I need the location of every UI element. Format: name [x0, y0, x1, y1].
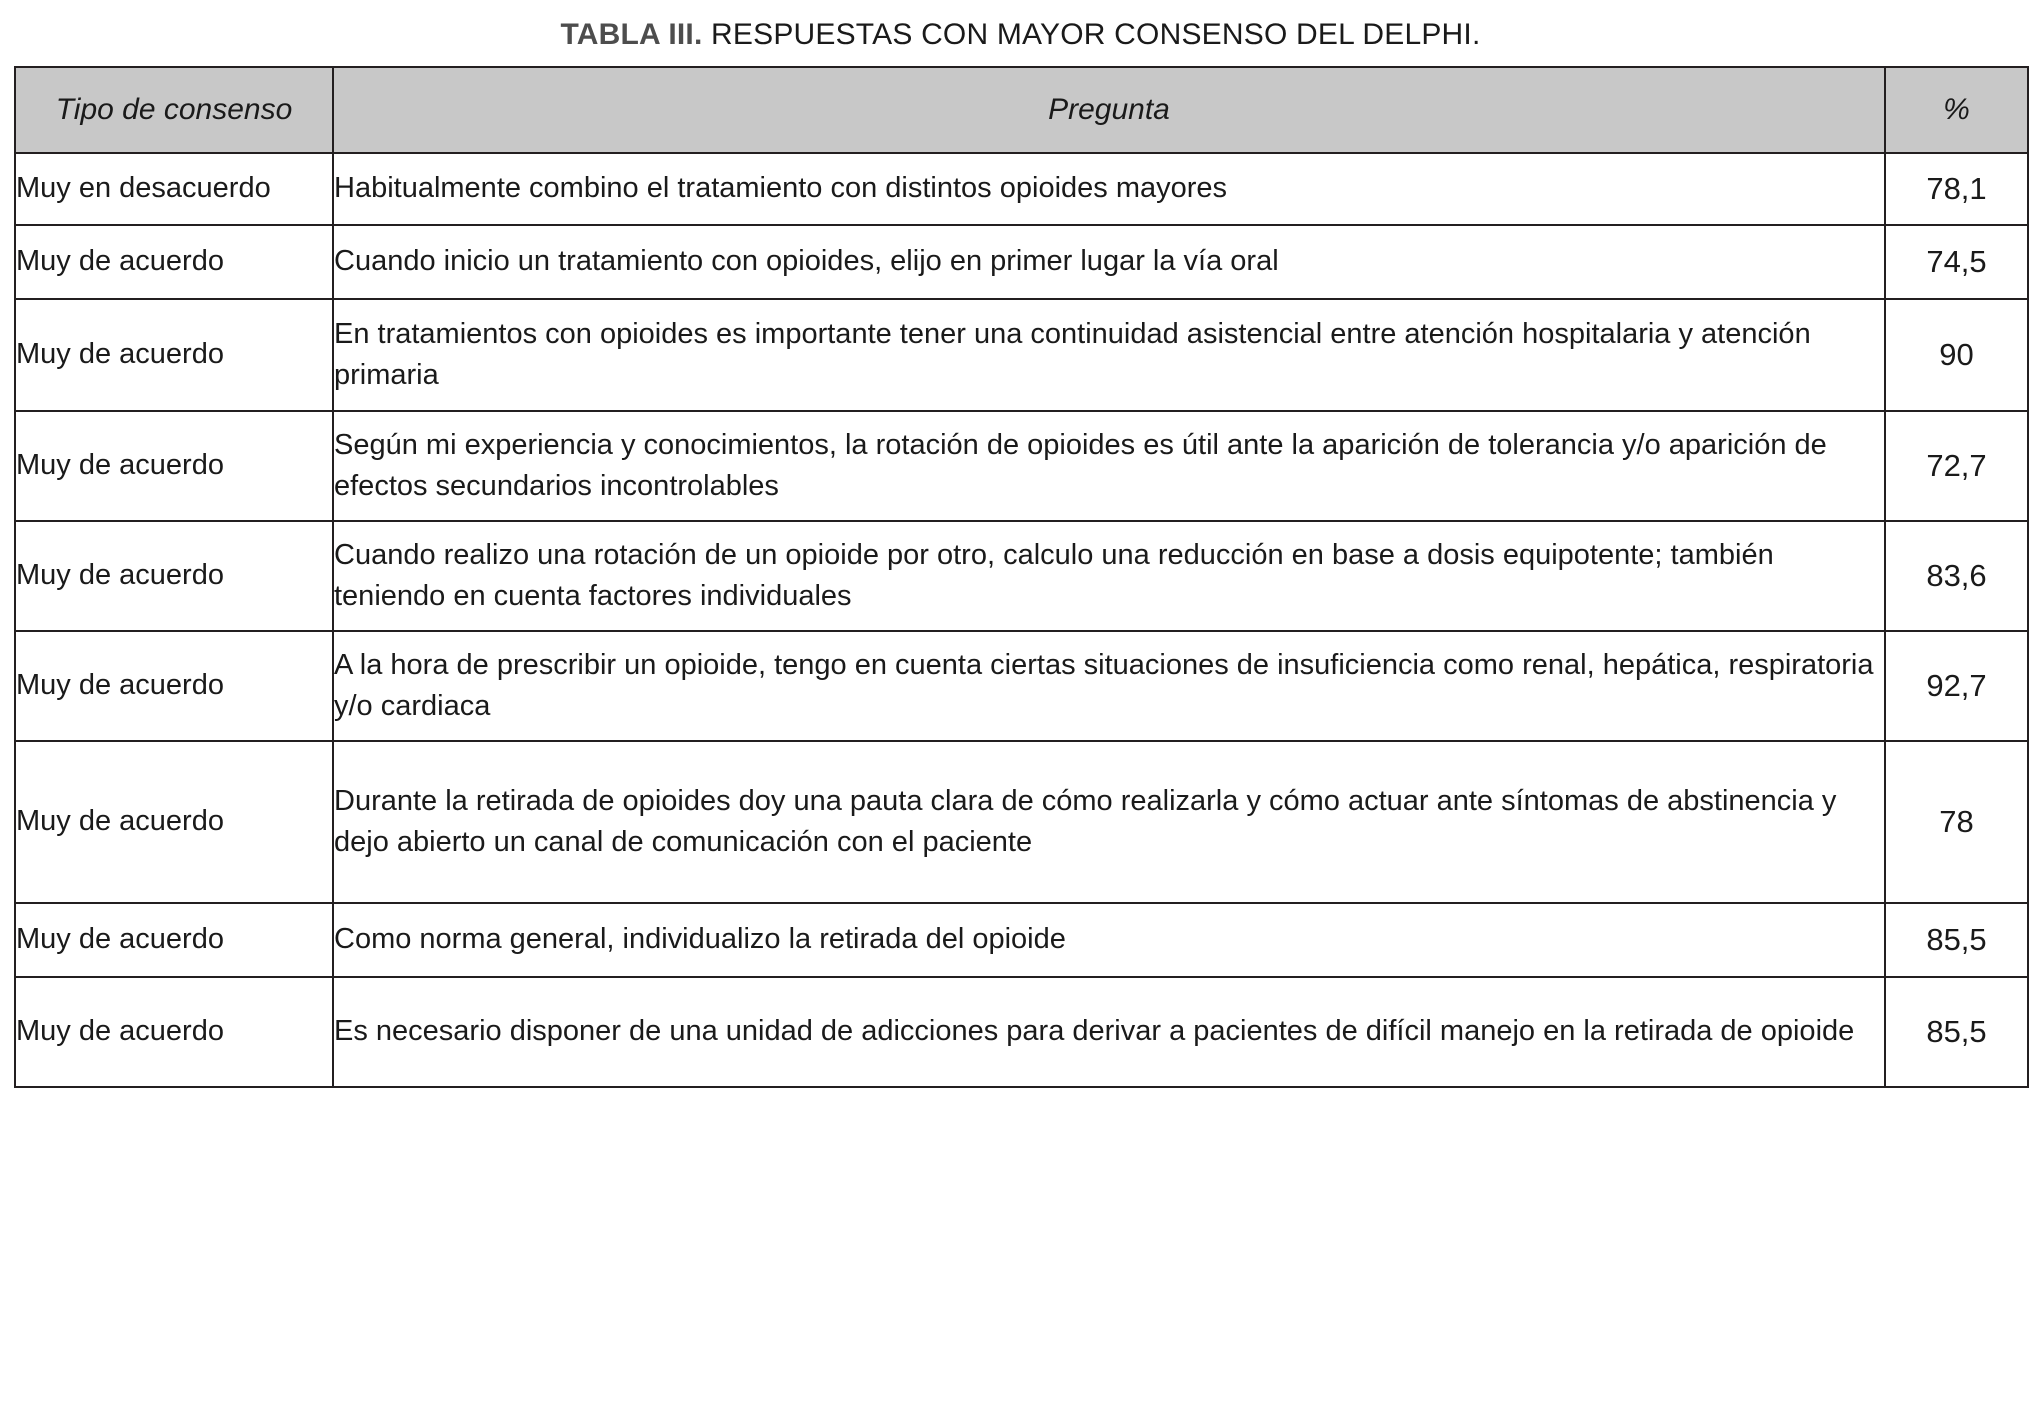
table-row: [15, 225, 2028, 299]
cell-percent: 90: [1885, 299, 2028, 411]
cell-question: En tratamientos con opioides es importante tener una continuidad asistencial entre atención hospitalaria y atención primaria: [333, 299, 1885, 411]
cell-percent: 72,7: [1885, 411, 2028, 521]
table-body: [15, 153, 2028, 1087]
cell-consensus-type: Muy de acuerdo: [15, 741, 333, 903]
cell-question: Habitualmente combino el tratamiento con distintos opioides mayores: [333, 153, 1885, 225]
cell-consensus-type: Muy de acuerdo: [15, 903, 333, 977]
table-row: [15, 411, 2028, 521]
delphi-consensus-table: [14, 66, 2029, 1088]
table-caption-text: RESPUESTAS CON MAYOR CONSENSO DEL DELPHI.: [711, 18, 1481, 51]
cell-percent: 78: [1885, 741, 2028, 903]
cell-question: Cuando realizo una rotación de un opioide por otro, calculo una reducción en base a dosis equipotente; también teniendo en cuenta factores individuales: [333, 521, 1885, 631]
table-row: [15, 741, 2028, 903]
cell-percent: 83,6: [1885, 521, 2028, 631]
table-row: [15, 903, 2028, 977]
table-row: [15, 977, 2028, 1087]
table-caption: [14, 18, 2027, 52]
table-header-row: [15, 67, 2028, 153]
table-caption-label: TABLA III.: [560, 18, 703, 51]
cell-percent: 78,1: [1885, 153, 2028, 225]
column-header-consensus-type: Tipo de consenso: [15, 67, 333, 153]
column-header-percent: %: [1885, 67, 2028, 153]
cell-question: Durante la retirada de opioides doy una pauta clara de cómo realizarla y cómo actuar ante síntomas de abstinencia y dejo abierto un canal de comunicación con el paciente: [333, 741, 1885, 903]
cell-consensus-type: Muy de acuerdo: [15, 299, 333, 411]
cell-question: A la hora de prescribir un opioide, tengo en cuenta ciertas situaciones de insuficiencia como renal, hepática, respiratoria y/o cardiaca: [333, 631, 1885, 741]
cell-percent: 85,5: [1885, 903, 2028, 977]
cell-consensus-type: Muy de acuerdo: [15, 521, 333, 631]
table-header: [15, 67, 2028, 153]
cell-percent: 74,5: [1885, 225, 2028, 299]
cell-consensus-type: Muy de acuerdo: [15, 977, 333, 1087]
table-row: [15, 299, 2028, 411]
cell-percent: 85,5: [1885, 977, 2028, 1087]
cell-consensus-type: Muy de acuerdo: [15, 225, 333, 299]
cell-consensus-type: Muy de acuerdo: [15, 631, 333, 741]
cell-question: Como norma general, individualizo la retirada del opioide: [333, 903, 1885, 977]
table-row: [15, 631, 2028, 741]
cell-percent: 92,7: [1885, 631, 2028, 741]
table-row: [15, 153, 2028, 225]
cell-question: Es necesario disponer de una unidad de adicciones para derivar a pacientes de difícil manejo en la retirada de opioide: [333, 977, 1885, 1087]
cell-question: Según mi experiencia y conocimientos, la rotación de opioides es útil ante la aparición de tolerancia y/o aparición de efectos secundarios incontrolables: [333, 411, 1885, 521]
cell-consensus-type: Muy en desacuerdo: [15, 153, 333, 225]
column-header-question: Pregunta: [333, 67, 1885, 153]
table-row: [15, 521, 2028, 631]
cell-consensus-type: Muy de acuerdo: [15, 411, 333, 521]
cell-question: Cuando inicio un tratamiento con opioides, elijo en primer lugar la vía oral: [333, 225, 1885, 299]
